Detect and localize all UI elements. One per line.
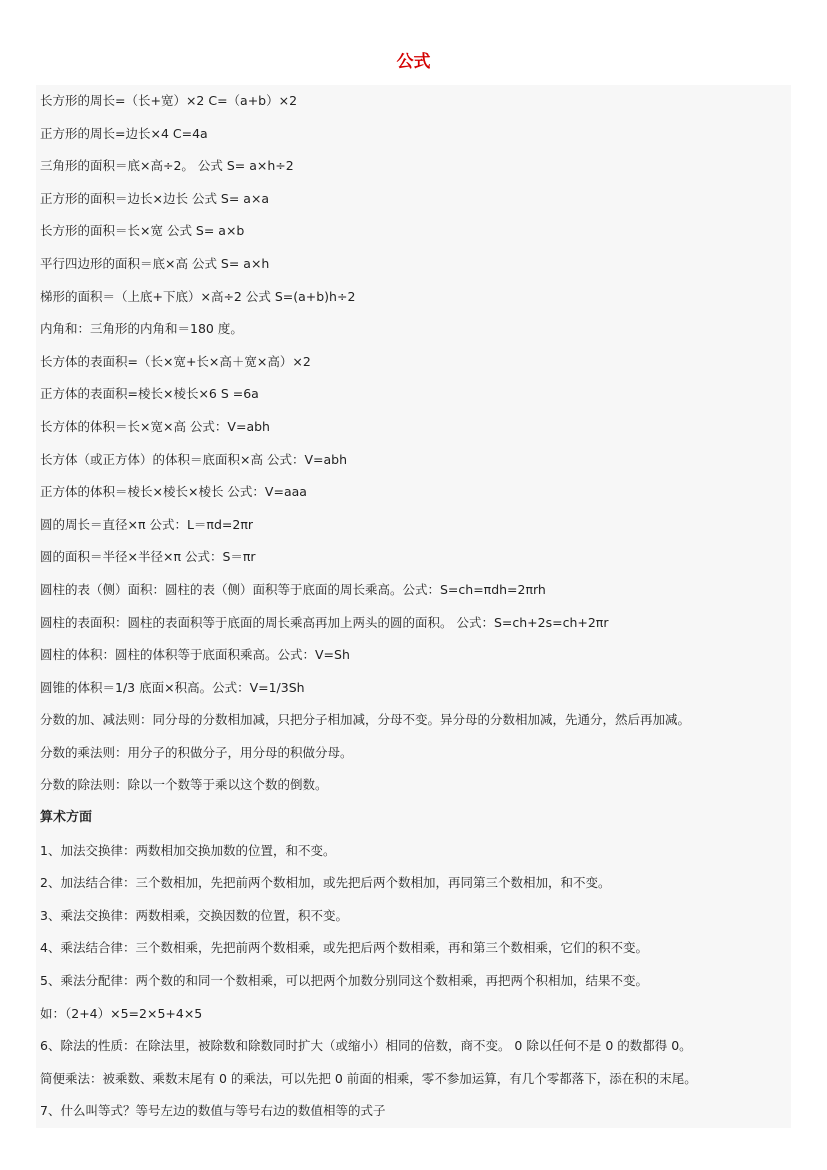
formula-line: 正方形的面积＝边长×边长 公式 S= a×a — [40, 190, 270, 206]
formula-line: 长方形的周长=（长+宽）×2 C=（a+b）×2 — [40, 93, 298, 108]
formula-line: 圆锥的体积＝1/3 底面×积高。公式：V=1/3Sh — [40, 679, 305, 695]
rule-line: 5、乘法分配律：两个数的和同一个数相乘，可以把两个加数分别同这个数相乘，再把两个积相加，结果不变。 — [40, 973, 648, 989]
formula-line: 长方体的体积＝长×宽×高 公式：V=abh — [40, 418, 270, 434]
formula-line: 圆柱的表面积：圆柱的表面积等于底面的周长乘高再加上两头的圆的面积。 公式：S=ch+2s=ch+2πr — [40, 614, 609, 630]
rule-line: 6、除法的性质：在除法里，被除数和除数同时扩大（或缩小）相同的倍数，商不变。 0 除以任何不是 0 的数都得 0。 — [40, 1038, 692, 1054]
section-heading: 算术方面 — [40, 810, 93, 826]
formula-line: 圆的面积＝半径×半径×π 公式：S＝πr — [40, 549, 256, 565]
formula-line: 长方体（或正方体）的体积＝底面积×高 公式：V=abh — [40, 451, 347, 467]
formula-line: 三角形的面积＝底×高÷2。 公式 S= a×h÷2 — [40, 158, 294, 174]
rule-line: 分数的除法则：除以一个数等于乘以这个数的倒数。 — [40, 777, 328, 793]
formula-line: 长方体的表面积=（长×宽+长×高＋宽×高）×2 — [40, 353, 311, 369]
rule-line: 3、乘法交换律：两数相乘，交换因数的位置，积不变。 — [40, 907, 348, 923]
document-title: 公式 — [396, 52, 431, 72]
formula-list — [36, 85, 791, 1128]
rule-line: 2、加法结合律：三个数相加，先把前两个数相加，或先把后两个数相加，再同第三个数相加，和不变。 — [40, 875, 611, 891]
formula-line: 正方体的体积＝棱长×棱长×棱长 公式：V=aaa — [40, 484, 307, 500]
formula-line: 正方形的周长=边长×4 C=4a — [40, 125, 208, 141]
example-line: 如：（2+4）×5=2×5+4×5 — [40, 1005, 203, 1021]
formula-line: 圆柱的体积：圆柱的体积等于底面积乘高。公式：V=Sh — [40, 647, 350, 663]
rule-line: 1、加法交换律：两数相加交换加数的位置，和不变。 — [40, 842, 336, 858]
formula-line: 圆的周长＝直径×π 公式：L＝πd=2πr — [40, 516, 253, 532]
rule-line: 4、乘法结合律：三个数相乘，先把前两个数相乘，或先把后两个数相乘，再和第三个数相乘，它们的积不变。 — [40, 940, 648, 956]
formula-line: 内角和：三角形的内角和＝180 度。 — [40, 321, 243, 337]
formula-line: 正方体的表面积=棱长×棱长×6 S =6a — [40, 386, 259, 402]
rule-line: 分数的乘法则：用分子的积做分子，用分母的积做分母。 — [40, 744, 353, 760]
rule-line: 分数的加、减法则：同分母的分数相加减，只把分子相加减，分母不变。异分母的分数相加减，先通分，然后再加减。 — [40, 712, 691, 728]
rule-line: 简便乘法：被乘数、乘数末尾有 0 的乘法，可以先把 0 前面的相乘，零不参加运算，有几个零都落下，添在积的末尾。 — [40, 1070, 697, 1086]
formula-line: 圆柱的表（侧）面积：圆柱的表（侧）面积等于底面的周长乘高。公式：S=ch=πdh=2πrh — [40, 581, 546, 597]
formula-line: 长方形的面积＝长×宽 公式 S= a×b — [40, 223, 245, 239]
rule-line: 7、什么叫等式？等号左边的数值与等号右边的数值相等的式子 — [40, 1103, 386, 1119]
formula-line: 梯形的面积＝（上底+下底）×高÷2 公式 S=(a+b)h÷2 — [40, 288, 356, 304]
formula-line: 平行四边形的面积＝底×高 公式 S= a×h — [40, 255, 270, 271]
